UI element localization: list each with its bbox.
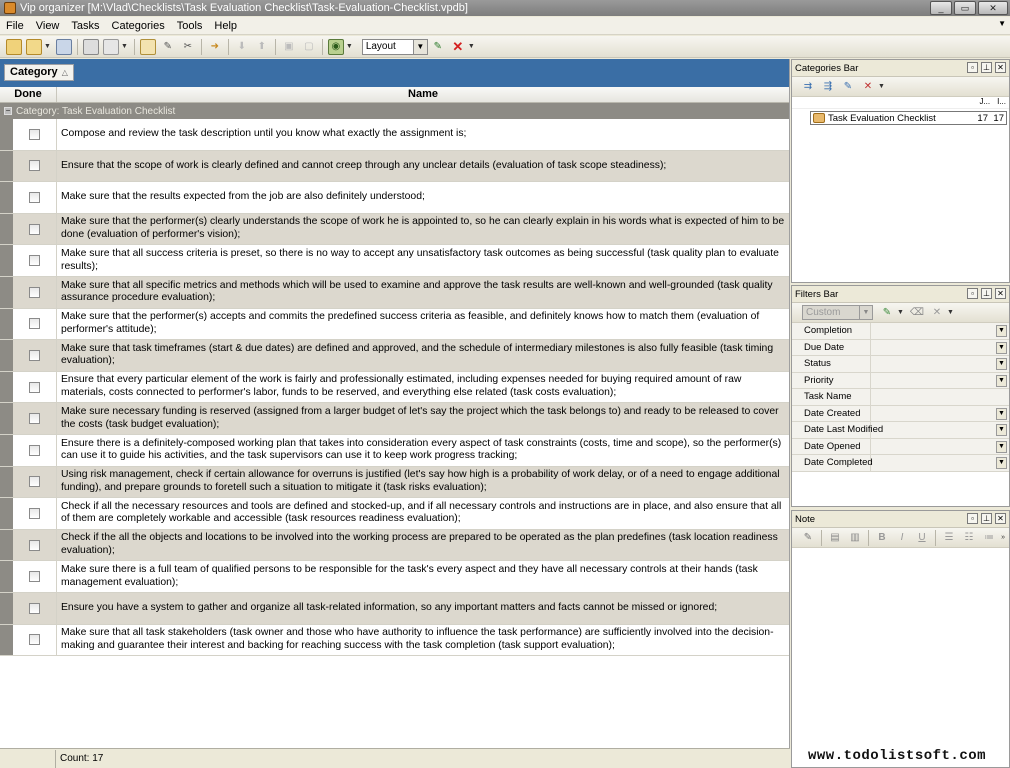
done-checkbox[interactable] bbox=[29, 255, 40, 266]
group-row-label: Category: Task Evaluation Checklist bbox=[16, 105, 176, 117]
chevron-down-icon[interactable]: ▼ bbox=[996, 342, 1007, 354]
table-row[interactable] bbox=[0, 245, 789, 277]
filter-field-row[interactable] bbox=[792, 373, 1009, 390]
task-name[interactable]: Make sure that all specific metrics and methods which will be used to examine and approve the task results are well-known and well-grounded (task quality assurance procedure evaluation); bbox=[57, 277, 789, 308]
filter-field-label: Due Date bbox=[792, 340, 871, 356]
clear-filter-icon[interactable]: ⌫ bbox=[909, 307, 924, 318]
filter-preset-select[interactable] bbox=[802, 305, 873, 320]
new-file-icon[interactable] bbox=[6, 39, 22, 55]
chevron-down-icon[interactable]: ▼ bbox=[860, 305, 873, 320]
done-cell bbox=[13, 151, 57, 182]
outdent-icon[interactable]: ▢ bbox=[304, 41, 314, 52]
filter-field-value[interactable] bbox=[871, 455, 1009, 471]
filter-field-label: Date Opened bbox=[792, 439, 871, 455]
close-icon[interactable]: ✕ bbox=[995, 288, 1006, 299]
window-controls bbox=[930, 1, 1008, 15]
table-row[interactable] bbox=[0, 403, 789, 435]
menu-bar bbox=[0, 17, 1010, 35]
filter-field-label: Date Last Modified bbox=[792, 422, 871, 438]
toolbar-separator bbox=[821, 530, 822, 546]
table-row[interactable] bbox=[0, 340, 789, 372]
category-item[interactable] bbox=[810, 111, 1007, 125]
toolbar-overflow-icon[interactable]: ▼ bbox=[467, 43, 475, 50]
title-bar bbox=[0, 0, 1010, 16]
group-indent bbox=[0, 182, 13, 213]
filter-field-value[interactable] bbox=[871, 356, 1009, 372]
group-indent bbox=[0, 309, 13, 340]
filter-field-value[interactable] bbox=[871, 389, 1009, 405]
close-icon[interactable]: ✕ bbox=[995, 62, 1006, 73]
task-name[interactable]: Make sure that task timeframes (start & due dates) are defined and approved, and the schedule of intermediary milestones is also fully feasible (task timing evaluation); bbox=[57, 340, 789, 371]
indent-icon[interactable]: ▣ bbox=[284, 41, 294, 52]
grid-header bbox=[0, 87, 789, 103]
filter-field-value[interactable] bbox=[871, 340, 1009, 356]
task-name[interactable]: Ensure you have a system to gather and organize all task-related information, so any important matters and facts cannot be missed or ignored; bbox=[57, 593, 789, 624]
group-indent bbox=[0, 372, 13, 403]
filters-bar-panel bbox=[791, 285, 1010, 507]
done-cell bbox=[13, 309, 57, 340]
apply-layout-icon[interactable]: ✎ bbox=[433, 41, 442, 52]
table-row[interactable] bbox=[0, 214, 789, 246]
done-checkbox[interactable] bbox=[29, 224, 40, 235]
table-row[interactable] bbox=[0, 467, 789, 499]
filter-field-row[interactable] bbox=[792, 439, 1009, 456]
categories-toolbar-dropdown-icon[interactable]: ▼ bbox=[878, 83, 885, 90]
done-cell bbox=[13, 561, 57, 592]
group-indent bbox=[0, 593, 13, 624]
move-down-icon[interactable]: ⬇ bbox=[237, 41, 247, 52]
apply-filter-icon[interactable]: ✎ bbox=[882, 307, 892, 318]
categories-column-a[interactable]: J... bbox=[979, 97, 991, 106]
done-checkbox[interactable] bbox=[29, 160, 40, 171]
toolbar-separator bbox=[868, 530, 869, 546]
done-cell bbox=[13, 625, 57, 656]
category-count-b: 17 bbox=[993, 112, 1004, 124]
toolbar-separator bbox=[228, 39, 229, 55]
panel-title-bar bbox=[792, 286, 1009, 303]
italic-icon[interactable]: I bbox=[900, 532, 904, 543]
filter-field-row[interactable] bbox=[792, 455, 1009, 472]
filter-field-row[interactable] bbox=[792, 389, 1009, 406]
goto-icon[interactable]: ➜ bbox=[210, 41, 220, 52]
toolbar-separator bbox=[77, 39, 78, 55]
group-indent bbox=[0, 625, 13, 656]
category-folder-icon bbox=[813, 113, 825, 123]
group-indent bbox=[0, 561, 13, 592]
note-panel bbox=[791, 510, 1010, 768]
categories-column-headers bbox=[792, 97, 1009, 109]
group-indent bbox=[0, 277, 13, 308]
done-checkbox[interactable] bbox=[29, 476, 40, 487]
categories-bar-panel bbox=[791, 59, 1010, 283]
group-by-panel bbox=[0, 59, 789, 87]
menu-file[interactable]: File bbox=[6, 19, 24, 32]
filter-field-value[interactable] bbox=[871, 406, 1009, 422]
table-row[interactable] bbox=[0, 151, 789, 183]
open-file-icon[interactable] bbox=[26, 39, 42, 55]
align-left-icon[interactable]: ☰ bbox=[944, 532, 954, 543]
delete-layout-icon[interactable]: ✕ bbox=[452, 38, 464, 54]
task-name[interactable]: Check if the all the objects and locations to be involved into the working process are prepared to be operated as the plan predefines (task location readiness evaluation); bbox=[57, 530, 789, 561]
group-indent bbox=[0, 530, 13, 561]
edit-category-icon[interactable]: ✎ bbox=[843, 81, 853, 92]
table-row[interactable] bbox=[0, 372, 789, 404]
chevron-down-icon[interactable]: ▼ bbox=[996, 408, 1007, 420]
menu-categories[interactable]: Categories bbox=[111, 19, 165, 32]
done-checkbox[interactable] bbox=[29, 508, 40, 519]
panel-title-bar bbox=[792, 60, 1009, 77]
column-header-done[interactable]: Done bbox=[0, 87, 57, 102]
panel-title-bar bbox=[792, 511, 1009, 528]
panel-float-icon[interactable]: ▫ bbox=[967, 62, 978, 73]
toolbar-separator bbox=[201, 39, 202, 55]
task-name[interactable]: Make sure that all task stakeholders (task owner and those who have authority to influence the task performance) are sufficiently involved into the decision-making and guarantee their interest and backing for reaching success with the task completion (task support evaluation); bbox=[61, 627, 774, 651]
filter-field-row[interactable] bbox=[792, 323, 1009, 340]
table-row[interactable] bbox=[0, 625, 789, 657]
close-icon[interactable]: ✕ bbox=[995, 513, 1006, 524]
task-name[interactable]: Using risk management, check if certain allowance for overruns is justified (let's say how high is a probability of work delay, or of a need to engage additional funding), and prepare grounds to foretell such a situation to mitigate it (task risks evaluation); bbox=[57, 467, 789, 498]
done-cell bbox=[13, 119, 57, 150]
done-cell bbox=[13, 593, 57, 624]
table-row[interactable] bbox=[0, 498, 789, 530]
toolbar-separator bbox=[935, 530, 936, 546]
underline-icon[interactable]: U bbox=[918, 532, 926, 543]
status-bar-left-cell bbox=[0, 750, 56, 768]
filter-field-label: Completion bbox=[792, 323, 871, 339]
done-checkbox[interactable] bbox=[29, 571, 40, 582]
filter-field-row[interactable] bbox=[792, 356, 1009, 373]
done-checkbox[interactable] bbox=[29, 287, 40, 298]
done-checkbox[interactable] bbox=[29, 603, 40, 614]
filter-field-label: Date Completed bbox=[792, 455, 871, 471]
website-watermark: www.todolistsoft.com bbox=[808, 748, 987, 764]
filter-field-value[interactable] bbox=[871, 422, 1009, 438]
done-cell bbox=[13, 340, 57, 371]
group-indent bbox=[0, 245, 13, 276]
move-up-icon[interactable]: ⬆ bbox=[257, 41, 267, 52]
task-count: Count: 17 bbox=[60, 753, 104, 764]
tools-icon[interactable]: ✂ bbox=[183, 41, 193, 52]
table-row[interactable] bbox=[0, 277, 789, 309]
menu-tools[interactable]: Tools bbox=[176, 19, 203, 32]
task-name[interactable]: Compose and review the task description until you know what exactly the assignment is; bbox=[61, 128, 467, 139]
done-cell bbox=[13, 498, 57, 529]
table-row[interactable] bbox=[0, 182, 789, 214]
save-icon[interactable] bbox=[56, 39, 72, 55]
done-cell bbox=[13, 467, 57, 498]
task-grid bbox=[0, 59, 790, 768]
table-row[interactable] bbox=[0, 309, 789, 341]
filters-toolbar bbox=[792, 303, 1009, 323]
filters-bar-title: Filters Bar bbox=[795, 288, 839, 300]
app-icon bbox=[4, 2, 16, 14]
done-checkbox[interactable] bbox=[29, 129, 40, 140]
table-row[interactable] bbox=[0, 561, 789, 593]
group-indent bbox=[0, 467, 13, 498]
close-button[interactable]: ✕ bbox=[978, 1, 1008, 15]
task-name[interactable]: Check if all the necessary resources and tools are defined and stocked-up, and if all necessary controls and instructions are in place, and also ensure that all of them are completely workable and accessible (task resources readiness evaluation); bbox=[61, 500, 782, 525]
menu-tasks[interactable]: Tasks bbox=[71, 19, 100, 32]
pin-icon[interactable]: ⊥ bbox=[981, 62, 992, 73]
layout-select-value[interactable]: Layout bbox=[362, 39, 414, 55]
print-preview-icon[interactable] bbox=[103, 39, 119, 55]
note-preview-icon[interactable]: ▤ bbox=[830, 532, 840, 543]
layout-select[interactable] bbox=[362, 39, 428, 55]
panel-float-icon[interactable]: ▫ bbox=[967, 288, 978, 299]
print-icon[interactable] bbox=[83, 39, 99, 55]
edit-note-icon[interactable]: ✎ bbox=[803, 532, 813, 543]
filter-field-label: Priority bbox=[792, 373, 871, 389]
bold-icon[interactable]: B bbox=[878, 532, 886, 543]
filter-field-value[interactable] bbox=[871, 373, 1009, 389]
done-checkbox[interactable] bbox=[29, 634, 40, 645]
window-title: Vip organizer [M:\Vlad\Checklists\Task Evaluation Checklist\Task-Evaluation-Checklist.vpdb] bbox=[20, 2, 468, 14]
group-indent bbox=[0, 214, 13, 245]
done-cell bbox=[13, 245, 57, 276]
task-name[interactable]: Make sure that the performer(s) accepts and commits the predefined success criteria as feasible, and definitely knows how to match them (evaluation of performer's attitude); bbox=[61, 311, 760, 335]
done-cell bbox=[13, 182, 57, 213]
done-checkbox[interactable] bbox=[29, 413, 40, 424]
note-toolbar-overflow-icon[interactable]: » bbox=[1001, 534, 1005, 541]
filter-field-label: Date Created bbox=[792, 406, 871, 422]
sort-ascending-icon: △ bbox=[61, 68, 68, 77]
toolbar-separator bbox=[275, 39, 276, 55]
delete-category-icon[interactable]: ✕ bbox=[863, 81, 873, 92]
task-name[interactable]: Ensure there is a definitely-composed working plan that takes into consideration every aspect of task constraints (costs, time and scope), so the performer(s) can use it to guide his activities, and the task supervisors can use it to keep work progress tracking; bbox=[61, 437, 782, 462]
toolbar-separator bbox=[322, 39, 323, 55]
menu-help[interactable]: Help bbox=[214, 19, 238, 32]
column-header-name[interactable]: Name bbox=[408, 88, 438, 100]
chevron-down-icon[interactable]: ▼ bbox=[996, 375, 1007, 387]
done-cell bbox=[13, 277, 57, 308]
filters-toolbar-dropdown-icon[interactable]: ▼ bbox=[946, 309, 954, 316]
filter-field-row[interactable] bbox=[792, 422, 1009, 439]
chevron-down-icon[interactable]: ▼ bbox=[996, 358, 1007, 370]
filter-fields bbox=[792, 323, 1009, 472]
group-indent bbox=[0, 340, 13, 371]
task-name[interactable]: Ensure that the scope of work is clearly defined and cannot creep through any unclear details (evaluation of task scope steadiness); bbox=[57, 151, 789, 182]
filter-field-row[interactable] bbox=[792, 340, 1009, 357]
pin-icon[interactable]: ⊥ bbox=[981, 513, 992, 524]
categories-bar-title: Categories Bar bbox=[795, 62, 859, 74]
task-name[interactable]: Ensure that every particular element of the work is fairly and professionally estimated, including expenses needed for buying required amount of raw materials, costs connected to performer's labor, funds to be reserved, and everything else related (task costs evaluation); bbox=[61, 374, 742, 399]
group-indent bbox=[0, 498, 13, 529]
panel-float-icon[interactable]: ▫ bbox=[967, 513, 978, 524]
add-category-icon[interactable]: ⇉ bbox=[803, 81, 813, 92]
edit-task-icon[interactable]: ✎ bbox=[163, 41, 173, 52]
task-name[interactable]: Make sure that the results expected from the job are also definitely understood; bbox=[61, 191, 425, 203]
main-toolbar bbox=[0, 36, 1010, 58]
delete-filter-icon[interactable]: ✕ bbox=[932, 307, 942, 318]
new-task-icon[interactable] bbox=[140, 39, 156, 55]
toolbar-separator bbox=[134, 39, 135, 55]
filter-field-value[interactable] bbox=[871, 323, 1009, 339]
task-name[interactable]: Make sure there is a full team of qualified persons to be responsible for the task's every aspect and they have all necessary controls at their hands (task management evaluation); bbox=[61, 564, 758, 588]
chevron-down-icon[interactable]: ▼ bbox=[996, 457, 1007, 469]
status-bar bbox=[0, 748, 790, 768]
layout-view-icon[interactable]: ◉ bbox=[328, 39, 344, 55]
menu-view[interactable]: View bbox=[35, 19, 60, 32]
filter-field-value[interactable] bbox=[871, 439, 1009, 455]
group-by-category-chip[interactable] bbox=[4, 64, 74, 81]
group-row[interactable] bbox=[0, 103, 789, 119]
task-name[interactable]: Make sure that all success criteria is preset, so there is no way to accept any unsatisfactory task outcomes as being successful (task quality plan to evaluate results); bbox=[61, 248, 779, 272]
done-cell bbox=[13, 214, 57, 245]
group-indent bbox=[0, 403, 13, 434]
apply-filter-dropdown-icon[interactable]: ▼ bbox=[897, 309, 904, 316]
filter-field-row[interactable] bbox=[792, 406, 1009, 423]
minimize-button[interactable]: _ bbox=[930, 1, 952, 15]
print-dropdown-icon[interactable]: ▼ bbox=[120, 43, 128, 50]
done-checkbox[interactable] bbox=[29, 350, 40, 361]
chevron-down-icon[interactable]: ▼ bbox=[996, 441, 1007, 453]
task-rows bbox=[0, 119, 789, 656]
filter-preset-value[interactable]: Custom bbox=[802, 305, 860, 320]
category-count-a: 17 bbox=[977, 112, 988, 124]
pin-icon[interactable]: ⊥ bbox=[981, 288, 992, 299]
chevron-down-icon[interactable]: ▼ bbox=[414, 39, 428, 55]
menu-overflow-icon[interactable]: ▼ bbox=[998, 19, 1006, 28]
group-indent bbox=[0, 435, 13, 466]
done-checkbox[interactable] bbox=[29, 382, 40, 393]
task-name[interactable]: Make sure that the performer(s) clearly understands the scope of work he is appointed to, so he can clearly explain in his words what is expected of him to be done (evaluation of performer's vision); bbox=[57, 214, 789, 245]
task-name[interactable]: Make sure necessary funding is reserved (assigned from a larger budget of let's say the project which the task belongs to) and ready to be released to cover the costs (task budget evaluation); bbox=[57, 403, 789, 434]
layout-view-dropdown-icon[interactable]: ▼ bbox=[345, 43, 353, 50]
note-print-icon[interactable]: ▥ bbox=[850, 532, 860, 543]
done-cell bbox=[13, 403, 57, 434]
done-checkbox[interactable] bbox=[29, 540, 40, 551]
group-by-label: Category bbox=[10, 66, 58, 78]
collapse-icon[interactable]: − bbox=[5, 106, 11, 115]
categories-column-b[interactable]: I... bbox=[997, 97, 1006, 106]
note-toolbar bbox=[792, 528, 1009, 548]
done-checkbox[interactable] bbox=[29, 192, 40, 203]
table-row[interactable] bbox=[0, 593, 789, 625]
category-name: Task Evaluation Checklist bbox=[828, 112, 936, 124]
done-cell bbox=[13, 530, 57, 561]
done-cell bbox=[13, 372, 57, 403]
maximize-button[interactable]: ▭ bbox=[954, 1, 976, 15]
align-center-icon[interactable]: ☷ bbox=[964, 532, 974, 543]
chevron-down-icon[interactable]: ▼ bbox=[996, 424, 1007, 436]
open-dropdown-icon[interactable]: ▼ bbox=[44, 43, 51, 50]
filter-field-label: Status bbox=[792, 356, 871, 372]
note-panel-title: Note bbox=[795, 513, 816, 525]
table-row[interactable] bbox=[0, 530, 789, 562]
chevron-down-icon[interactable]: ▼ bbox=[996, 325, 1007, 337]
filter-field-label: Task Name bbox=[792, 389, 871, 405]
done-checkbox[interactable] bbox=[29, 445, 40, 456]
add-subcategory-icon[interactable]: ⇶ bbox=[823, 81, 833, 92]
bullet-list-icon[interactable]: ≔ bbox=[984, 532, 994, 543]
done-checkbox[interactable] bbox=[29, 318, 40, 329]
table-row[interactable] bbox=[0, 435, 789, 467]
table-row[interactable] bbox=[0, 119, 789, 151]
categories-toolbar bbox=[792, 77, 1009, 97]
group-indent bbox=[0, 119, 13, 150]
done-cell bbox=[13, 435, 57, 466]
group-indent bbox=[0, 151, 13, 182]
